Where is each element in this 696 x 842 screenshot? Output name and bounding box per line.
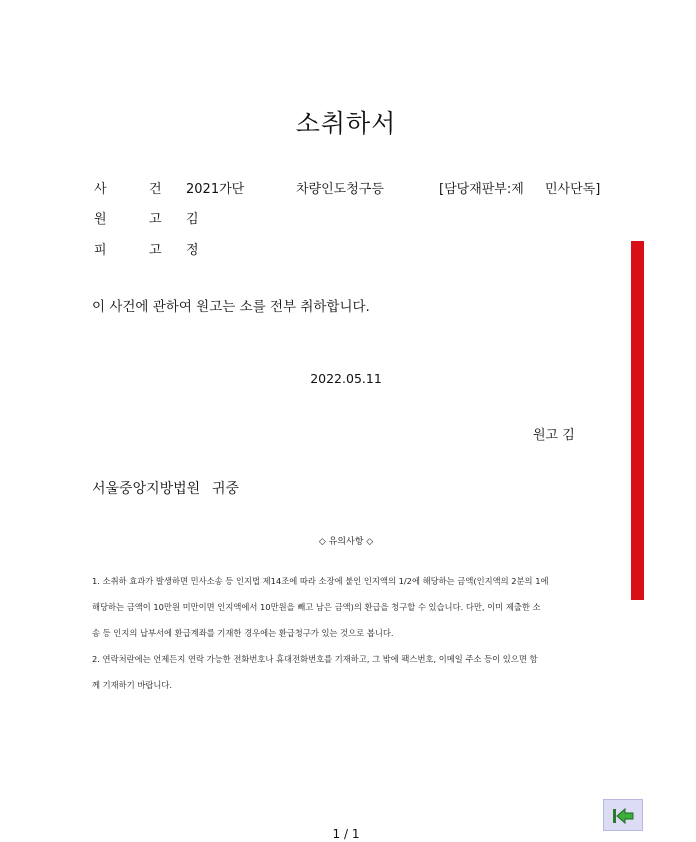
plaintiff-label-a: 원	[94, 212, 107, 227]
document-title: 소취하서	[295, 109, 397, 138]
case-name: 차량인도청구등	[296, 182, 384, 197]
signer: 원고 김	[533, 428, 575, 443]
withdrawal-statement: 이 사건에 관하여 원고는 소를 전부 취하합니다.	[92, 299, 370, 315]
first-page-arrow-icon	[610, 806, 636, 826]
defendant-label-b: 고	[149, 243, 162, 258]
case-label-a: 사	[94, 182, 107, 197]
case-label-b: 건	[149, 182, 162, 197]
filing-date: 2022.05.11	[310, 371, 382, 386]
defendant-label-a: 피	[94, 243, 107, 258]
notice-line: 께 기재하기 바랍니다.	[92, 680, 173, 690]
notice-line: 2. 연락처란에는 언제든지 연락 가능한 전화번호나 휴대전화번호를 기재하고, 그 밖에 팩스번호, 이메일 주소 등이 있으면 함	[92, 654, 538, 664]
case-division-name: 민사단독]	[545, 182, 601, 197]
plaintiff-name: 김	[186, 212, 199, 227]
page-indicator: 1 / 1	[332, 827, 360, 841]
notice-title: ◇ 유의사항 ◇	[318, 537, 374, 547]
court-name: 서울중앙지방법원	[92, 481, 201, 497]
notice-line: 해당하는 금액이 10만원 미만이면 인지액에서 10만원을 빼고 남은 금액)의 환급을 청구할 수 있습니다. 다만, 이미 제출한 소	[92, 602, 541, 612]
defendant-name: 정	[186, 243, 199, 258]
notice-line: 1. 소취하 효과가 발생하면 민사소송 등 인지법 제14조에 따라 소장에 붙인 인지액의 1/2에 해당하는 금액(인지액의 2분의 1에	[92, 576, 549, 586]
case-division: [담당재판부:제	[439, 182, 524, 197]
court-suffix: 귀중	[212, 481, 240, 497]
red-side-marker	[631, 241, 644, 600]
notice-line: 송 등 인지의 납부서에 환급계좌를 기재한 경우에는 환급청구가 있는 것으로 봅니다.	[92, 628, 394, 638]
plaintiff-label-b: 고	[149, 212, 162, 227]
case-number: 2021가단	[186, 182, 245, 197]
